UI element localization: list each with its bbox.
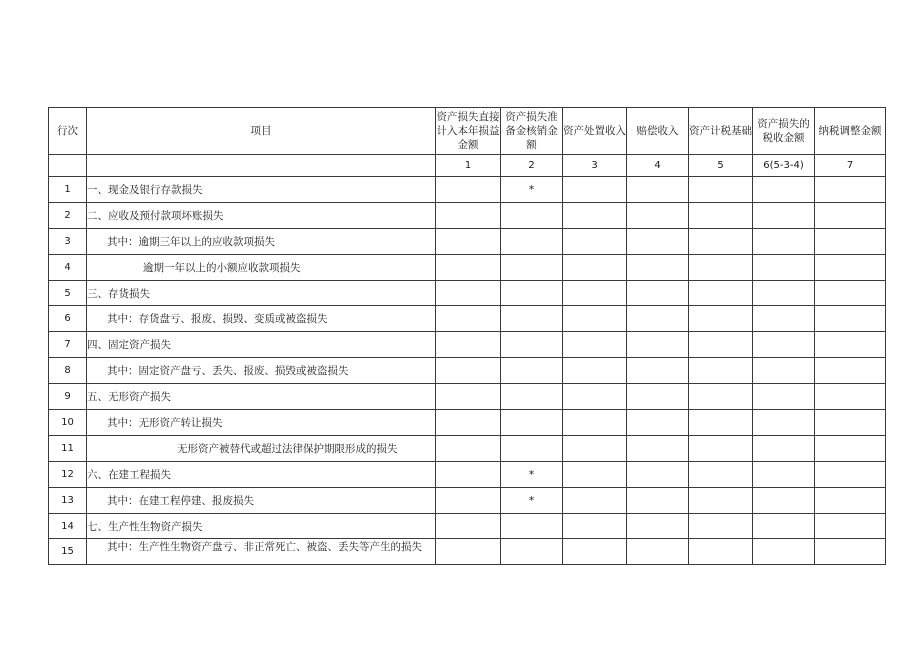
cell-col-5[interactable] (689, 384, 753, 410)
table-row (49, 487, 886, 513)
cell-col-5[interactable] (689, 487, 753, 513)
cell-col-6[interactable] (753, 254, 815, 280)
cell-col-1[interactable] (436, 280, 501, 306)
asset-loss-table (48, 107, 886, 565)
table-row (49, 539, 886, 565)
cell-col-7[interactable] (815, 384, 886, 410)
cell-col-5[interactable] (689, 539, 753, 565)
row-item-label: 其中：逾期三年以上的应收款项损失 (87, 228, 436, 254)
col-number: 1 (436, 155, 501, 177)
cell-col-3[interactable] (563, 177, 627, 203)
col-number: 3 (563, 155, 627, 177)
cell-col-7[interactable] (815, 487, 886, 513)
cell-col-7[interactable] (815, 306, 886, 332)
cell-col-4[interactable] (627, 461, 689, 487)
cell-col-3[interactable] (563, 306, 627, 332)
row-number: 4 (49, 254, 87, 280)
header-direct-loss: 资产损失直接计入本年损益金额 (436, 108, 501, 155)
col-number: 6(5-3-4) (753, 155, 815, 177)
cell-col-6[interactable] (753, 228, 815, 254)
cell-col-1[interactable] (436, 228, 501, 254)
cell-col-3[interactable] (563, 513, 627, 539)
cell-col-7[interactable] (815, 539, 886, 565)
cell-reserve-writeoff[interactable] (501, 332, 563, 358)
cell-col-1[interactable] (436, 332, 501, 358)
cell-col-1[interactable] (436, 410, 501, 436)
cell-col-4[interactable] (627, 487, 689, 513)
table-row (49, 332, 886, 358)
cell-col-3[interactable] (563, 358, 627, 384)
cell-col-7[interactable] (815, 435, 886, 461)
cell-col-3[interactable] (563, 202, 627, 228)
cell-col-7[interactable] (815, 358, 886, 384)
cell-col-1[interactable] (436, 539, 501, 565)
cell-col-5[interactable] (689, 435, 753, 461)
cell-col-3[interactable] (563, 280, 627, 306)
row-item-label: 其中：存货盘亏、报废、损毁、变质或被盗损失 (87, 306, 436, 332)
cell-reserve-writeoff[interactable] (501, 254, 563, 280)
cell-col-4[interactable] (627, 332, 689, 358)
cell-col-3[interactable] (563, 384, 627, 410)
cell-col-6[interactable] (753, 202, 815, 228)
cell-reserve-writeoff[interactable] (501, 539, 563, 565)
cell-col-6[interactable] (753, 177, 815, 203)
row-number: 15 (49, 539, 87, 565)
cell-col-5[interactable] (689, 332, 753, 358)
cell-col-1[interactable] (436, 306, 501, 332)
cell-col-5[interactable] (689, 202, 753, 228)
cell-col-6[interactable] (753, 332, 815, 358)
row-item-label: 其中：生产性生物资产盘亏、非正常死亡、被盗、丢失等产生的损失 (87, 539, 436, 565)
cell-col-4[interactable] (627, 358, 689, 384)
cell-col-4[interactable] (627, 384, 689, 410)
cell-col-1[interactable] (436, 202, 501, 228)
row-item-label: 一、现金及银行存款损失 (87, 177, 436, 203)
column-number-row (49, 155, 886, 177)
cell-reserve-writeoff[interactable] (501, 202, 563, 228)
header-compensation-income: 赔偿收入 (627, 108, 689, 155)
col-number: 5 (689, 155, 753, 177)
cell-col-3[interactable] (563, 254, 627, 280)
cell-col-4[interactable] (627, 280, 689, 306)
cell-col-1[interactable] (436, 177, 501, 203)
cell-col-7[interactable] (815, 177, 886, 203)
cell-col-3[interactable] (563, 228, 627, 254)
row-number: 10 (49, 410, 87, 436)
cell-col-6[interactable] (753, 410, 815, 436)
cell-col-7[interactable] (815, 254, 886, 280)
cell-col-1[interactable] (436, 461, 501, 487)
cell-col-5[interactable] (689, 461, 753, 487)
cell-col-5[interactable] (689, 358, 753, 384)
cell-col-6[interactable] (753, 358, 815, 384)
cell-reserve-writeoff[interactable] (501, 280, 563, 306)
cell-reserve-writeoff[interactable]: * (501, 461, 563, 487)
header-tax-basis: 资产计税基础 (689, 108, 753, 155)
cell-col-5[interactable] (689, 306, 753, 332)
col-number-blank (49, 155, 87, 177)
row-number: 3 (49, 228, 87, 254)
cell-col-4[interactable] (627, 177, 689, 203)
row-number: 6 (49, 306, 87, 332)
cell-col-7[interactable] (815, 513, 886, 539)
header-row-no: 行次 (49, 108, 87, 155)
cell-col-4[interactable] (627, 306, 689, 332)
cell-reserve-writeoff[interactable]: * (501, 487, 563, 513)
header-row (49, 108, 886, 155)
row-item-label: 六、在建工程损失 (87, 461, 436, 487)
cell-col-5[interactable] (689, 177, 753, 203)
cell-reserve-writeoff[interactable]: * (501, 177, 563, 203)
cell-col-6[interactable] (753, 487, 815, 513)
cell-col-7[interactable] (815, 202, 886, 228)
cell-col-4[interactable] (627, 228, 689, 254)
cell-col-1[interactable] (436, 384, 501, 410)
cell-col-4[interactable] (627, 513, 689, 539)
row-number: 12 (49, 461, 87, 487)
cell-col-4[interactable] (627, 539, 689, 565)
row-item-label: 三、存货损失 (87, 280, 436, 306)
cell-reserve-writeoff[interactable] (501, 358, 563, 384)
row-item-label: 二、应收及预付款项坏账损失 (87, 202, 436, 228)
row-number: 7 (49, 332, 87, 358)
cell-col-7[interactable] (815, 228, 886, 254)
cell-col-6[interactable] (753, 306, 815, 332)
cell-col-1[interactable] (436, 254, 501, 280)
row-item-label: 其中：无形资产转让损失 (87, 410, 436, 436)
table-row (49, 254, 886, 280)
cell-col-7[interactable] (815, 410, 886, 436)
cell-col-3[interactable] (563, 410, 627, 436)
col-number-blank (87, 155, 436, 177)
cell-col-3[interactable] (563, 539, 627, 565)
header-tax-loss-amount: 资产损失的税收金额 (753, 108, 815, 155)
table-row (49, 280, 886, 306)
cell-col-5[interactable] (689, 280, 753, 306)
table-row (49, 513, 886, 539)
cell-col-6[interactable] (753, 384, 815, 410)
row-number: 2 (49, 202, 87, 228)
row-item-label: 无形资产被替代或超过法律保护期限形成的损失 (87, 435, 436, 461)
table-row (49, 461, 886, 487)
cell-col-5[interactable] (689, 410, 753, 436)
cell-reserve-writeoff[interactable] (501, 384, 563, 410)
row-number: 11 (49, 435, 87, 461)
table-row (49, 410, 886, 436)
header-tax-adjustment: 纳税调整金额 (815, 108, 886, 155)
table-row (49, 228, 886, 254)
cell-col-5[interactable] (689, 254, 753, 280)
header-item: 项目 (87, 108, 436, 155)
cell-reserve-writeoff[interactable] (501, 228, 563, 254)
row-item-label: 逾期一年以上的小额应收款项损失 (87, 254, 436, 280)
header-reserve-writeoff: 资产损失准备金核销金额 (501, 108, 563, 155)
table-row (49, 202, 886, 228)
cell-col-1[interactable] (436, 435, 501, 461)
cell-reserve-writeoff[interactable] (501, 513, 563, 539)
cell-col-7[interactable] (815, 461, 886, 487)
table-row (49, 306, 886, 332)
cell-col-1[interactable] (436, 487, 501, 513)
cell-col-6[interactable] (753, 280, 815, 306)
cell-col-3[interactable] (563, 487, 627, 513)
row-number: 14 (49, 513, 87, 539)
cell-col-6[interactable] (753, 539, 815, 565)
cell-col-7[interactable] (815, 332, 886, 358)
row-item-label: 其中：在建工程停建、报废损失 (87, 487, 436, 513)
cell-col-7[interactable] (815, 280, 886, 306)
col-number: 7 (815, 155, 886, 177)
row-item-label: 其中：固定资产盘亏、丢失、报废、损毁或被盗损失 (87, 358, 436, 384)
cell-col-4[interactable] (627, 410, 689, 436)
table-row (49, 435, 886, 461)
col-number: 2 (501, 155, 563, 177)
row-item-label: 七、生产性生物资产损失 (87, 513, 436, 539)
header-disposal-income: 资产处置收入 (563, 108, 627, 155)
row-number: 13 (49, 487, 87, 513)
table-row (49, 384, 886, 410)
cell-reserve-writeoff[interactable] (501, 410, 563, 436)
row-number: 5 (49, 280, 87, 306)
cell-col-4[interactable] (627, 202, 689, 228)
col-number: 4 (627, 155, 689, 177)
row-number: 9 (49, 384, 87, 410)
cell-col-4[interactable] (627, 435, 689, 461)
cell-col-4[interactable] (627, 254, 689, 280)
cell-col-6[interactable] (753, 461, 815, 487)
cell-col-3[interactable] (563, 332, 627, 358)
cell-col-1[interactable] (436, 513, 501, 539)
cell-reserve-writeoff[interactable] (501, 306, 563, 332)
row-item-label: 四、固定资产损失 (87, 332, 436, 358)
cell-col-3[interactable] (563, 461, 627, 487)
cell-col-1[interactable] (436, 358, 501, 384)
cell-col-5[interactable] (689, 228, 753, 254)
cell-col-5[interactable] (689, 513, 753, 539)
cell-col-6[interactable] (753, 513, 815, 539)
row-item-label: 五、无形资产损失 (87, 384, 436, 410)
cell-col-6[interactable] (753, 435, 815, 461)
table-row (49, 177, 886, 203)
cell-reserve-writeoff[interactable] (501, 435, 563, 461)
row-number: 8 (49, 358, 87, 384)
table-row (49, 358, 886, 384)
row-number: 1 (49, 177, 87, 203)
cell-col-3[interactable] (563, 435, 627, 461)
